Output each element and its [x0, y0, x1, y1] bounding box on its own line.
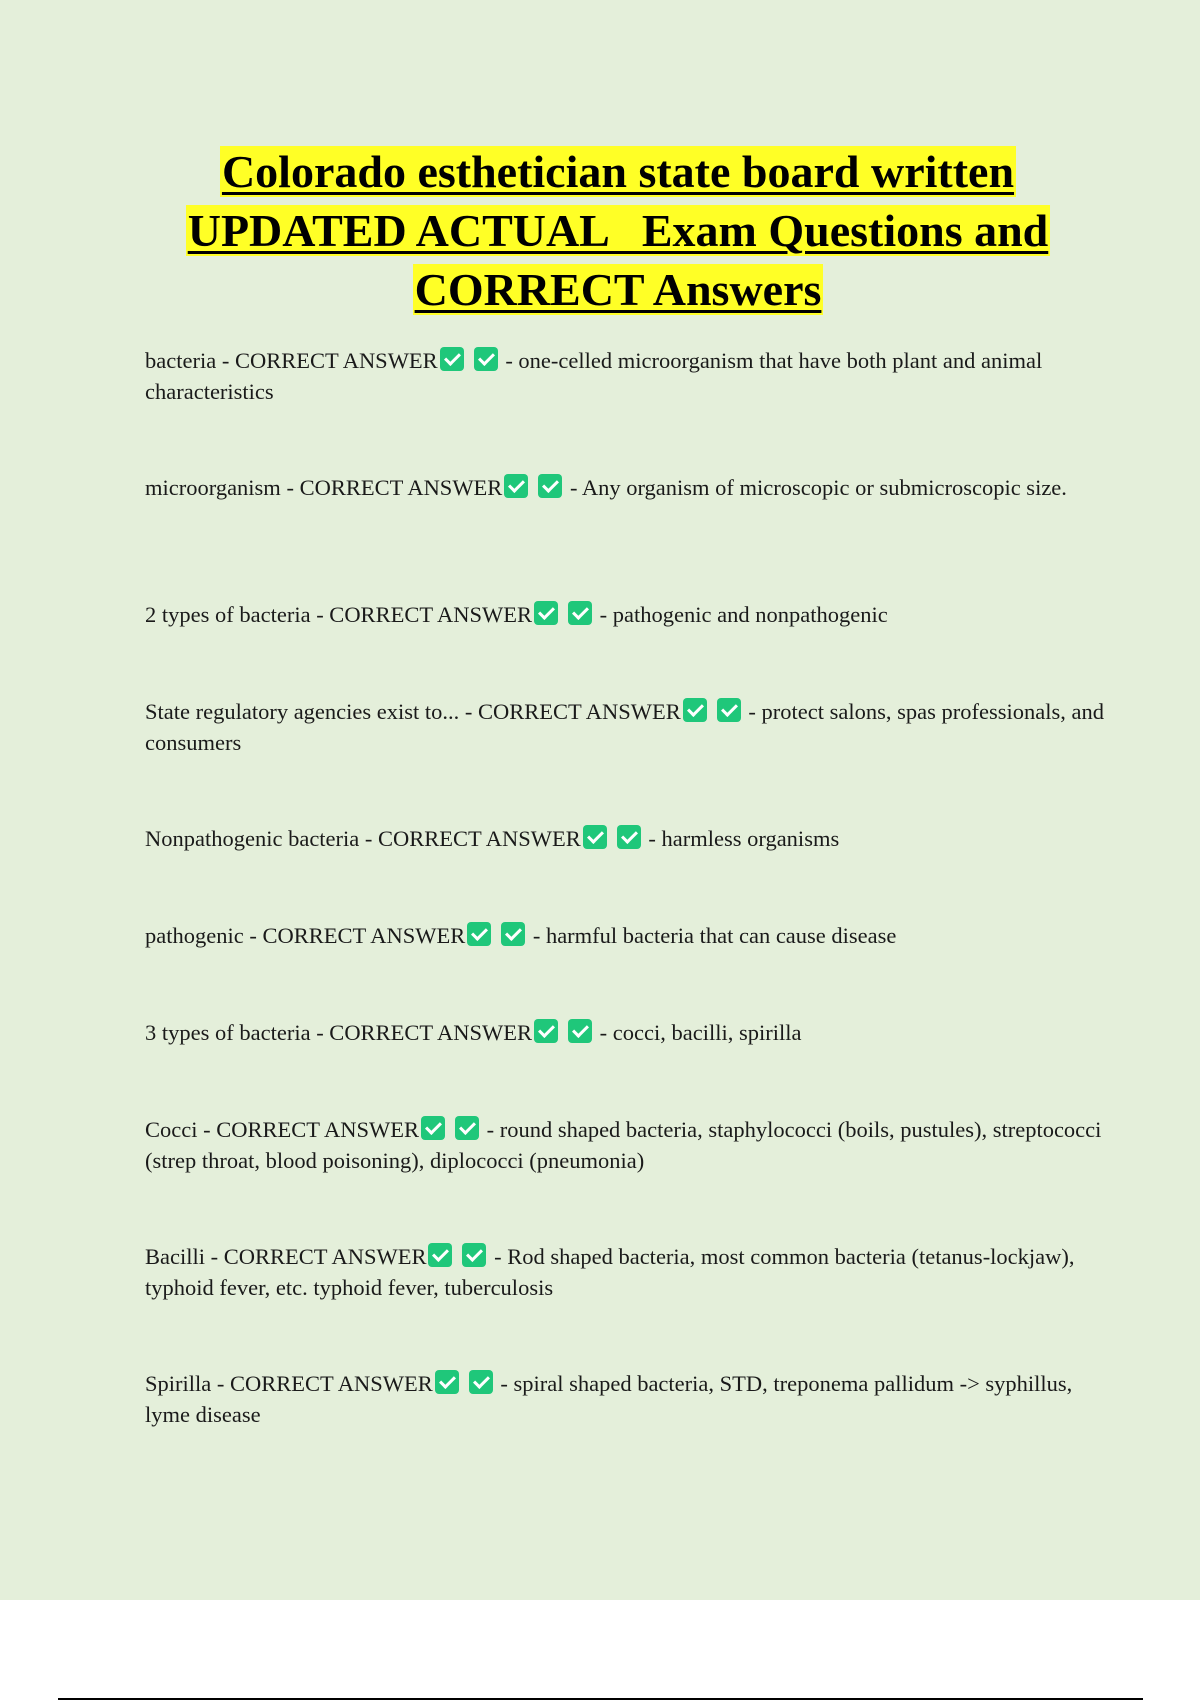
qa-term: Bacilli	[145, 1244, 205, 1269]
qa-item	[145, 345, 1105, 407]
qa-term: pathogenic	[145, 923, 244, 948]
green-checkmark-icon	[467, 922, 491, 946]
green-checkmark-icon	[501, 922, 525, 946]
qa-marker: - CORRECT ANSWER	[286, 475, 503, 500]
qa-item	[145, 1241, 1105, 1303]
green-checkmark-icon	[583, 825, 607, 849]
qa-answer: - harmless organisms	[648, 826, 840, 851]
qa-term: 3 types of bacteria	[145, 1020, 311, 1045]
green-checkmark-icon	[683, 698, 707, 722]
green-checkmark-icon	[617, 825, 641, 849]
qa-answer: - protect salons, spas professionals, and consumers	[145, 699, 1104, 755]
qa-item	[145, 1114, 1105, 1176]
qa-item	[145, 696, 1105, 758]
green-checkmark-icon	[504, 474, 528, 498]
qa-item	[145, 1017, 1105, 1048]
qa-term: bacteria	[145, 348, 217, 373]
qa-answer: - Rod shaped bacteria, most common bacteria (tetanus-lockjaw), typhoid fever, etc. typhoid fever, tuberculosis	[145, 1244, 1075, 1300]
qa-term: microorganism	[145, 475, 281, 500]
qa-term: Cocci	[145, 1117, 198, 1142]
qa-term: 2 types of bacteria	[145, 602, 311, 627]
qa-marker: - CORRECT ANSWER	[221, 348, 438, 373]
title-line-3: CORRECT Answers	[414, 264, 822, 315]
green-checkmark-icon	[421, 1116, 445, 1140]
qa-answer: - pathogenic and nonpathogenic	[599, 602, 888, 627]
green-checkmark-icon	[440, 347, 464, 371]
title-line-1: Colorado esthetician state board written	[221, 146, 1015, 197]
qa-term: State regulatory agencies exist to...	[145, 699, 460, 724]
green-checkmark-icon	[435, 1370, 459, 1394]
document-title	[130, 142, 1106, 319]
qa-marker: - CORRECT ANSWER	[364, 826, 581, 851]
green-checkmark-icon	[469, 1370, 493, 1394]
green-checkmark-icon	[568, 601, 592, 625]
qa-marker: - CORRECT ANSWER	[316, 1020, 533, 1045]
qa-answer: - one-celled microorganism that have both plant and animal characteristics	[145, 348, 1043, 404]
green-checkmark-icon	[462, 1243, 486, 1267]
green-checkmark-icon	[455, 1116, 479, 1140]
qa-answer: - spiral shaped bacteria, STD, treponema pallidum -> syphillus, lyme disease	[145, 1371, 1073, 1427]
green-checkmark-icon	[534, 1019, 558, 1043]
qa-term: Nonpathogenic bacteria	[145, 826, 360, 851]
qa-marker: - CORRECT ANSWER	[249, 923, 466, 948]
qa-answer: - round shaped bacteria, staphylococci (boils, pustules), streptococci (strep throat, blood poisoning), diplococci (pneumonia)	[145, 1117, 1102, 1173]
qa-answer: - harmful bacteria that can cause disease	[532, 923, 897, 948]
green-checkmark-icon	[474, 347, 498, 371]
green-checkmark-icon	[534, 601, 558, 625]
qa-marker: - CORRECT ANSWER	[210, 1244, 427, 1269]
qa-answer: - Any organism of microscopic or submicroscopic size.	[569, 475, 1067, 500]
title-line-2: UPDATED ACTUAL Exam Questions and	[187, 205, 1049, 256]
qa-item	[145, 599, 1105, 630]
qa-term: Spirilla	[145, 1371, 212, 1396]
green-checkmark-icon	[538, 474, 562, 498]
qa-item	[145, 472, 1105, 503]
qa-marker: - CORRECT ANSWER	[316, 602, 533, 627]
qa-item	[145, 823, 1105, 854]
qa-marker: - CORRECT ANSWER	[203, 1117, 419, 1142]
qa-answer: - cocci, bacilli, spirilla	[599, 1020, 802, 1045]
green-checkmark-icon	[568, 1019, 592, 1043]
qa-item	[145, 1368, 1105, 1430]
green-checkmark-icon	[428, 1243, 452, 1267]
qa-marker: - CORRECT ANSWER	[216, 1371, 433, 1396]
qa-item	[145, 920, 1105, 951]
qa-marker: - CORRECT ANSWER	[464, 699, 681, 724]
green-checkmark-icon	[717, 698, 741, 722]
